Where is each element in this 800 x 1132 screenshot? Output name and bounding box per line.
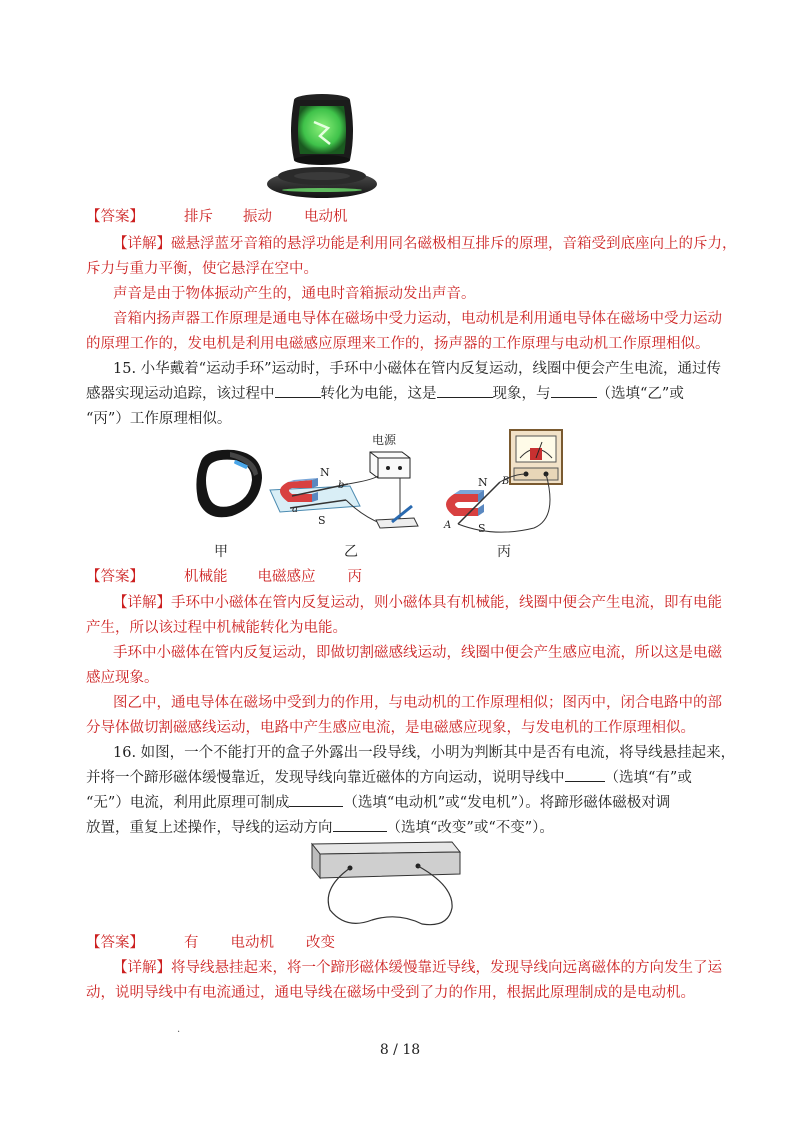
answer-value: 电动机 xyxy=(304,209,348,225)
answer-value: 改变 xyxy=(306,935,335,951)
wristband-figure xyxy=(190,444,270,526)
answer-value: 电磁感应 xyxy=(257,569,316,585)
detail-line: 声音是由于物体振动产生的，通电时音箱振动发出声音。 xyxy=(113,286,476,302)
answer-blank xyxy=(333,817,387,832)
motor-experiment-figure xyxy=(262,430,432,534)
answer-blank xyxy=(289,792,343,807)
detail-tag: 【详解】 xyxy=(113,960,171,976)
answer-value: 有 xyxy=(184,935,199,951)
detail-line: 动，说明导线中有电流通过，通电导线在磁场中受到了力的作用，根据此原理制成的是电动机。 xyxy=(86,985,695,1001)
generator-experiment-figure xyxy=(434,428,580,538)
answer-value: 排斥 xyxy=(184,209,213,225)
question-line: “丙”）工作原理相似。 xyxy=(86,411,232,427)
north-label: N xyxy=(478,476,488,489)
answer-line xyxy=(86,932,720,954)
detail-line: 图乙中，通电导体在磁场中受到力的作用，与电动机的工作原理相似；图丙中，闭合电路中的部 xyxy=(113,695,722,711)
detail-line: 手环中小磁体在管内反复运动，即做切割磁感线运动，线圈中便会产生感应电流，所以这是电磁 xyxy=(113,645,722,661)
detail-line: 音箱内扬声器工作原理是通电导体在磁场中受力运动，电动机是利用通电导体在磁场中受力运动 xyxy=(113,311,722,327)
answer-value: 机械能 xyxy=(184,569,228,585)
answer-tag: 【答案】 xyxy=(86,569,144,585)
detail-line: 产生，所以该过程中机械能转化为电能。 xyxy=(86,620,347,636)
answer-tag: 【答案】 xyxy=(86,209,144,225)
question-line: 并将一个蹄形磁体缓慢靠近，发现导线向靠近磁体的方向运动，说明导线中 （选填“有”或 xyxy=(86,767,720,789)
answer-line xyxy=(86,566,720,588)
south-label: S xyxy=(318,514,326,527)
detail-tag: 【详解】 xyxy=(113,595,171,611)
detail-line: 【详解】将导线悬挂起来，将一个蹄形磁体缓慢靠近导线，发现导线向远离磁体的方向发生了运 xyxy=(113,960,722,976)
detail-line: 的原理工作的，发电机是利用电磁感应原理来工作的，扬声器的工作原理与电动机工作原理相似。 xyxy=(86,336,710,352)
answer-value: 电动机 xyxy=(230,935,274,951)
question-line: 放置，重复上述操作，导线的运动方向 （选填“改变”或“不变”）。 xyxy=(86,817,720,839)
answer-line xyxy=(86,206,720,228)
figure-caption-bing: 丙 xyxy=(497,544,511,560)
question-line: 15. 小华戴着“运动手环”运动时，手环中小磁体在管内反复运动，线圈中便会产生电流，通过传 xyxy=(113,361,721,377)
figure-caption-yi: 乙 xyxy=(344,544,358,560)
detail-tag: 【详解】 xyxy=(113,236,171,252)
answer-blank xyxy=(437,383,493,398)
point-A-label: A xyxy=(444,520,452,531)
question-line: “无”）电流，利用此原理可制成 （选填“电动机”或“发电机”）。将蹄形磁体磁极对调 xyxy=(86,792,720,814)
detail-line: 感应现象。 xyxy=(86,670,159,686)
answer-tag: 【答案】 xyxy=(86,935,144,951)
answer-blank xyxy=(551,383,597,398)
detail-line: 【详解】手环中小磁体在管内反复运动，则小磁体具有机械能，线圈中便会产生电流，即有电能 xyxy=(113,595,722,611)
levitating-speaker-figure xyxy=(262,92,382,204)
question-line: 感器实现运动追踪，该过程中 转化为电能，这是 现象，与 （选填“乙”或 xyxy=(86,383,720,405)
figure-caption-jia: 甲 xyxy=(214,544,228,560)
power-label: 电源 xyxy=(372,433,397,447)
south-label: S xyxy=(478,522,486,535)
answer-blank xyxy=(275,383,321,398)
point-B-label: B xyxy=(502,476,510,487)
question-line: 16. 如图，一个不能打开的盒子外露出一段导线，小明为判断其中是否有电流，将导线悬挂起来， xyxy=(113,745,736,761)
page-number: 8 / 18 xyxy=(379,1042,421,1058)
north-label: N xyxy=(320,466,330,479)
detail-line: 斥力与重力平衡，使它悬浮在空中。 xyxy=(86,261,318,277)
detail-line: 【详解】磁悬浮蓝牙音箱的悬浮功能是利用同名磁极相互排斥的原理，音箱受到底座向上的斥力， xyxy=(113,236,737,252)
answer-value: 丙 xyxy=(347,569,362,585)
point-b-label: b xyxy=(338,480,345,491)
footer-dot: . xyxy=(177,1024,181,1035)
answer-value: 振动 xyxy=(243,209,272,225)
detail-line: 分导体做切割磁感线运动，电路中产生感应电流，是电磁感应现象，与发电机的工作原理相似。 xyxy=(86,720,695,736)
point-a-label: a xyxy=(292,504,298,515)
answer-blank xyxy=(565,767,605,782)
box-with-wire-figure xyxy=(302,838,472,934)
